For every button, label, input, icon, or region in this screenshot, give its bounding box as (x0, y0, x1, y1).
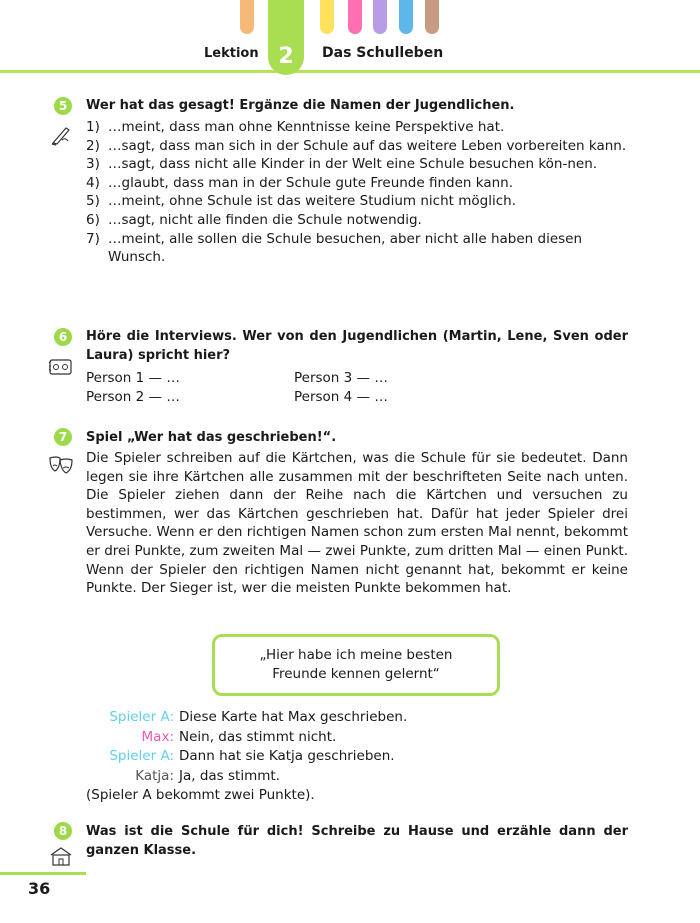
tab-violet (373, 0, 387, 34)
footer-rule (0, 872, 86, 875)
quote-line-1: „Hier habe ich meine besten (259, 647, 453, 663)
exercise-5-number: 5 (54, 97, 72, 115)
persons-grid (86, 369, 628, 406)
list-item: 4) …glaubt, dass man in der Schule gute Freunde finden kann. (86, 174, 514, 191)
tab-brown (425, 0, 439, 34)
exercise-5-task: Wer hat das gesagt! Ergänze die Namen der Jugendlichen. (86, 98, 515, 113)
list-item: 1) …meint, dass man ohne Kenntnisse keine Perspektive hat. (86, 119, 505, 135)
quote-card (212, 634, 500, 696)
dialog-line: Max: Nein, das stimmt nicht. (141, 728, 337, 745)
exercise-8 (86, 822, 628, 860)
exercise-7-text: Die Spieler schreiben auf die Kärtchen, was die Schule für sie bedeutet. Dann legen sie ihre Kärtchen alle zusammen mit der beschrifteten Seite nach unten. Die Spieler ziehen dann der Reihe nach die Kärtchen und versuchen zu bestimmen, wer das Kärtchen geschrieben hat. Dafür hat jeder Spieler drei Versuche. Wenn er den richtigen Namen schon zum ersten Mal nennt, bekommt er drei Punkte, zum zweiten Mal — zwei Punkte, zum dritten Mal — einen Punkt. Wenn der Spieler den richtigen Namen nicht genannt hat, bekommt er keine Punkte. Der Sieger ist, wer die meisten Punkte bekommen hat. (86, 450, 628, 597)
cassette-listening-icon (48, 356, 74, 378)
exercise-7-number: 7 (54, 428, 72, 446)
dialog-line: Katja: Ja, das stimmt. (135, 767, 280, 784)
exercise-6-number: 6 (54, 328, 72, 346)
exercise-5 (86, 96, 628, 267)
person-2: Person 2 — … (86, 388, 180, 405)
person-3: Person 3 — … (294, 370, 388, 386)
exercise-6 (86, 327, 628, 406)
chapter-title: Das Schulleben (322, 45, 444, 61)
exercise-7 (86, 428, 628, 598)
quote-line-2: Freunde kennen gelernt“ (272, 666, 440, 682)
pencil-writing-icon (50, 124, 72, 146)
dialog (86, 708, 526, 806)
exercise-7-task: Spiel „Wer hat das geschrieben!“. (86, 430, 337, 445)
lesson-number: 2 (268, 0, 304, 75)
theater-masks-icon (48, 454, 74, 476)
lektion-label: Lektion (204, 46, 259, 61)
tab-pink (348, 0, 362, 34)
list-item: 6) …sagt, nicht alle finden die Schule notwendig. (86, 211, 422, 228)
list-item: 3) …sagt, dass nicht alle Kinder in der Welt eine Schule besuchen kön-nen. (86, 156, 598, 173)
dialog-line: Spieler A: Diese Karte hat Max geschrieben. (109, 709, 408, 725)
page-number: 36 (28, 879, 51, 898)
tab-orange (240, 0, 254, 34)
list-item: 2) …sagt, dass man sich in der Schule auf das weitere Leben vorbereiten kann. (86, 137, 627, 154)
header-rule (0, 70, 700, 73)
dialog-note: (Spieler A bekommt zwei Punkte). (86, 787, 315, 803)
exercise-6-task: Höre die Interviews. Wer von den Jugendlichen (Martin, Lene, Sven oder Laura) spricht hier? (86, 329, 628, 363)
exercise-8-task: Was ist die Schule für dich! Schreibe zu Hause und erzähle dann der ganzen Klasse. (86, 824, 628, 858)
exercise-8-number: 8 (54, 822, 72, 840)
list-item: 5) …meint, ohne Schule ist das weitere Studium nicht möglich. (86, 193, 516, 210)
tab-yellow (320, 0, 334, 34)
list-item: 7) …meint, alle sollen die Schule besuchen, aber nicht alle haben diesen Wunsch. (86, 230, 583, 266)
tab-blue (399, 0, 413, 34)
person-1: Person 1 — … (86, 370, 180, 386)
exercise-5-list (86, 118, 628, 267)
person-4: Person 4 — … (294, 388, 388, 405)
dialog-line: Spieler A: Dann hat sie Katja geschrieben. (109, 748, 395, 764)
house-homework-icon (48, 845, 74, 867)
color-tabs (0, 0, 700, 40)
